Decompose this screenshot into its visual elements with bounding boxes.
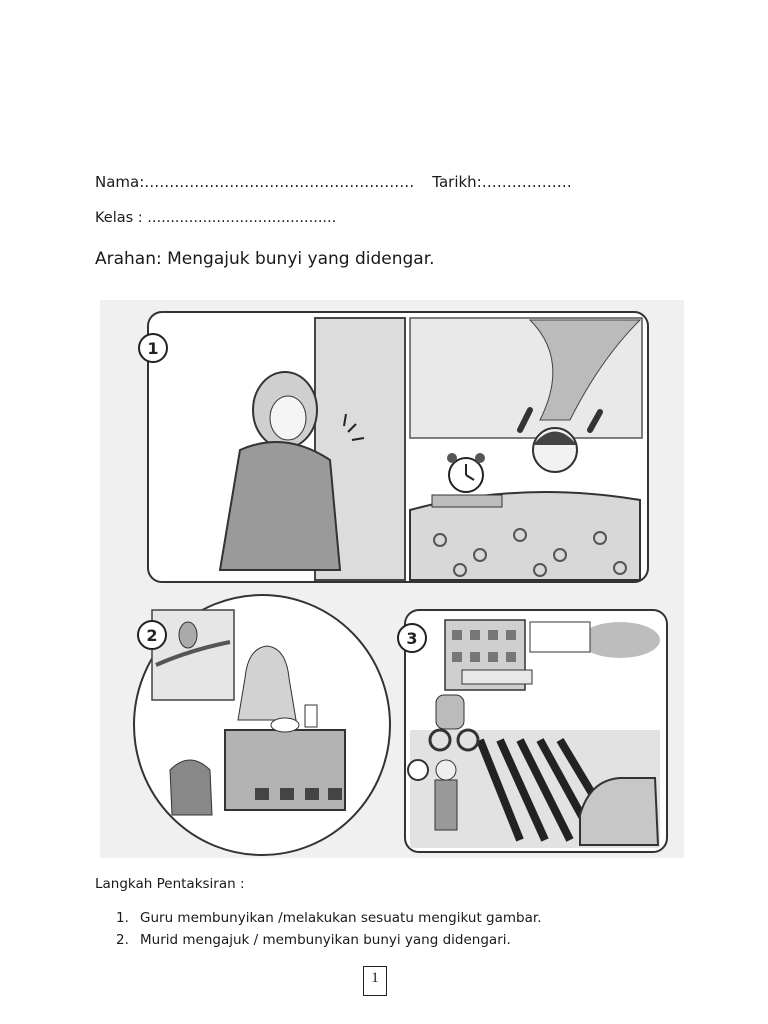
assessment-step (116, 907, 542, 929)
assessment-heading: Langkah Pentaksiran : (95, 876, 245, 892)
date-field-label: Tarikh:……………… (432, 173, 572, 191)
step-number: 1. (116, 910, 129, 926)
instruction-text: Arahan: Mengajuk bunyi yang didengar. (95, 249, 435, 269)
step-number: 2. (116, 932, 129, 948)
class-field-label: Kelas : ......................................... (95, 210, 337, 226)
panel-1-scene (139, 312, 648, 582)
panel-2-number: 2 (146, 626, 158, 645)
panel-1-number: 1 (147, 339, 159, 358)
step-text: Guru membunyikan /melakukan sesuatu mengikut gambar. (140, 910, 542, 926)
assessment-step (116, 929, 542, 951)
name-field-label: Nama:……………………………………………… (95, 173, 415, 191)
panel-2-scene (134, 595, 390, 855)
worksheet-illustration (100, 300, 684, 858)
panel-3-scene (398, 610, 667, 852)
step-text: Murid mengajuk / membunyikan bunyi yang didengari. (140, 932, 511, 948)
name-date-line (95, 173, 572, 191)
assessment-steps-list (116, 907, 542, 951)
panel-3-number: 3 (406, 629, 418, 648)
page-number: 1 (363, 966, 387, 996)
